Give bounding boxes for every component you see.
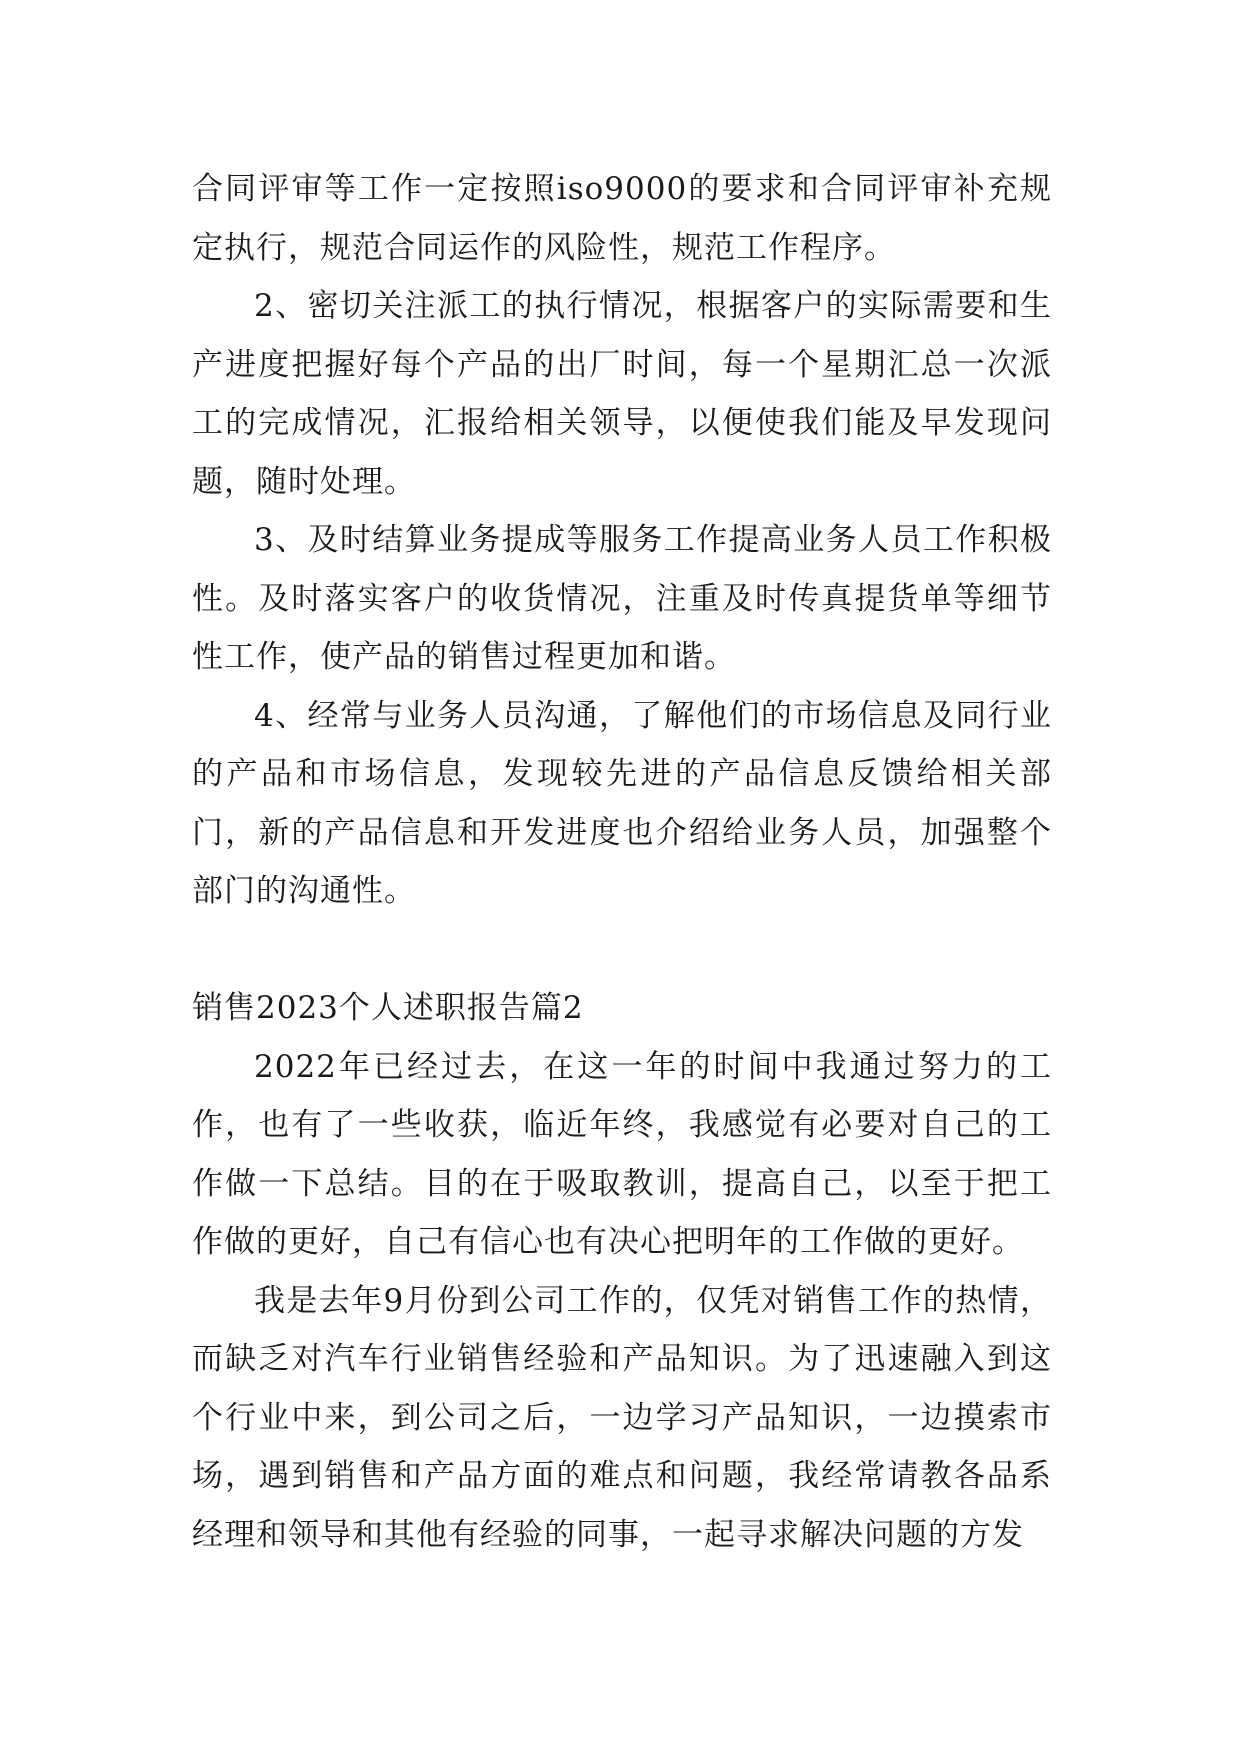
- document-body: [192, 160, 1052, 1564]
- section-heading: 销售2023个人述职报告篇2: [192, 990, 584, 1026]
- section-paragraph-2: 我是去年9月份到公司工作的，仅凭对销售工作的热情，而缺乏对汽车行业销售经验和产品知识。为了迅速融入到这个行业中来，到公司之后，一边学习产品知识，一边摸索市场，遇到销售和产品方面的难点和问题，我经常请教各品系经理和领导和其他有经验的同事，一起寻求解决问题的方发: [192, 1282, 1052, 1553]
- section-paragraph-1: 2022年已经过去，在这一年的时间中我通过努力的工作，也有了一些收获，临近年终，我感觉有必要对自己的工作做一下总结。目的在于吸取教训，提高自己，以至于把工作做的更好，自己有信心也有决心把明年的工作做的更好。: [192, 1048, 1052, 1260]
- paragraph-item-2: 2、密切关注派工的执行情况，根据客户的实际需要和生产进度把握好每个产品的出厂时间，每一个星期汇总一次派工的完成情况，汇报给相关领导，以便使我们能及早发现问题，随时处理。: [192, 288, 1052, 500]
- paragraph-item-4: 4、经常与业务人员沟通，了解他们的市场信息及同行业的产品和市场信息，发现较先进的产品信息反馈给相关部门，新的产品信息和开发进度也介绍给业务人员，加强整个部门的沟通性。: [192, 697, 1052, 909]
- paragraph-continuation: 合同评审等工作一定按照iso9000的要求和合同评审补充规定执行，规范合同运作的风险性，规范工作程序。: [192, 171, 1052, 266]
- paragraph-item-3: 3、及时结算业务提成等服务工作提高业务人员工作积极性。及时落实客户的收货情况，注重及时传真提货单等细节性工作，使产品的销售过程更加和谐。: [192, 522, 1052, 675]
